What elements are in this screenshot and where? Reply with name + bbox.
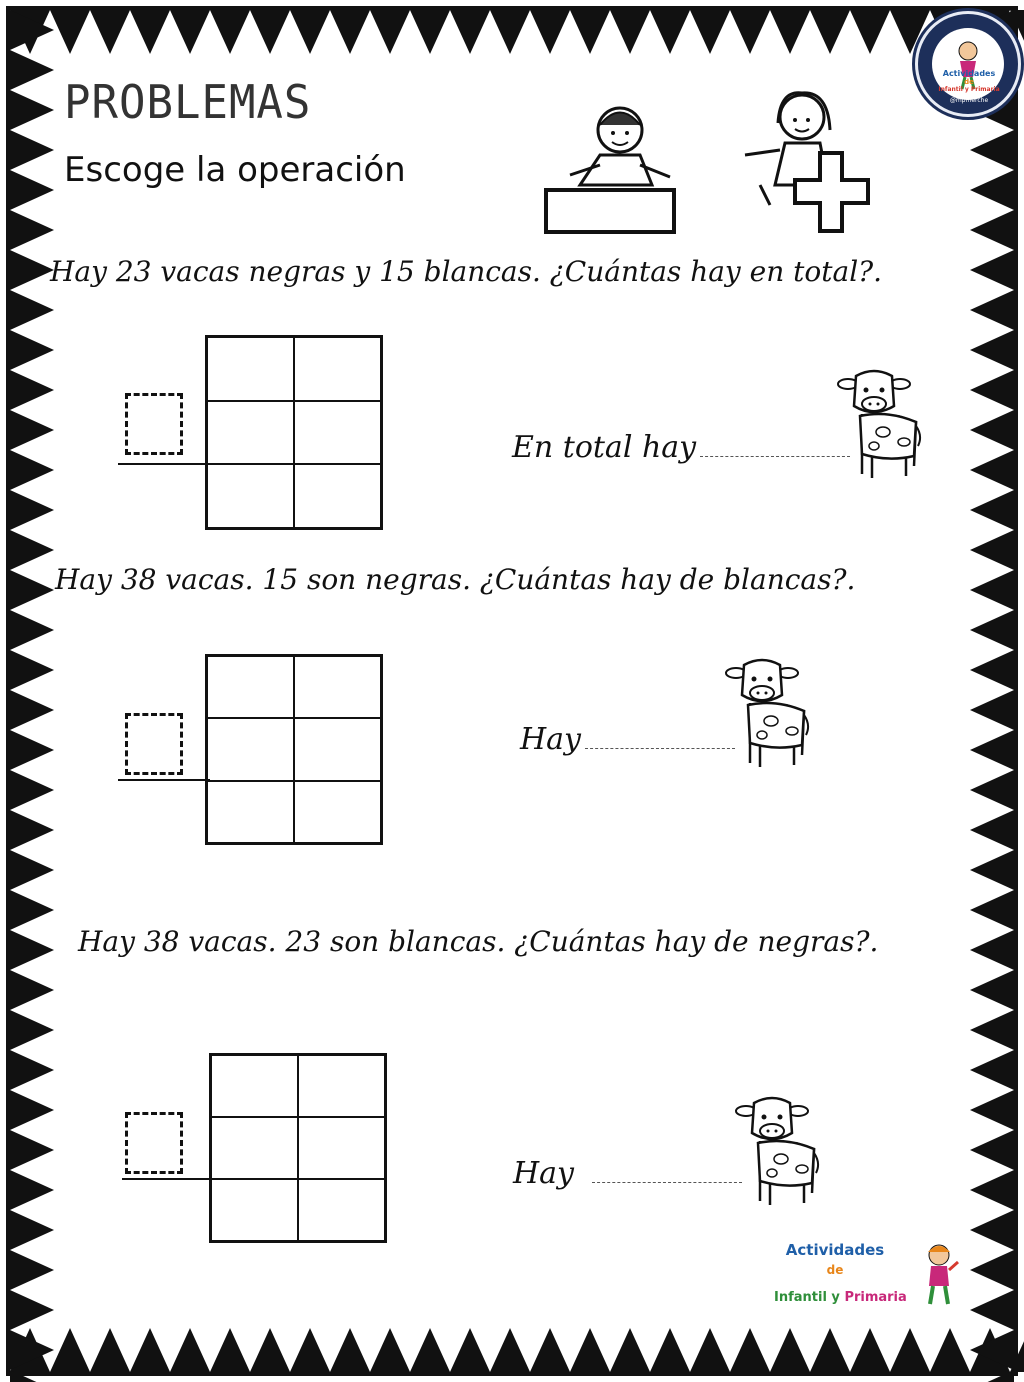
site-logo — [770, 1238, 960, 1318]
border-zigzag — [690, 1328, 730, 1372]
badge-line1: Actividades — [942, 69, 996, 78]
problem-1-question: Hay 23 vacas negras y 15 blancas. ¿Cuántas hay en total?. — [50, 255, 883, 288]
border-zigzag — [10, 890, 54, 930]
border-zigzag — [450, 1328, 490, 1372]
operation-box-1[interactable] — [125, 393, 183, 455]
page-title: PROBLEMAS — [64, 76, 312, 130]
border-zigzag — [130, 10, 170, 54]
grid-cell[interactable] — [207, 718, 294, 780]
border-zigzag — [810, 1328, 850, 1372]
border-zigzag — [10, 1090, 54, 1130]
grid-cell[interactable] — [207, 656, 294, 718]
border-zigzag — [10, 690, 54, 730]
border-zigzag — [10, 970, 54, 1010]
page-subtitle: Escoge la operación — [64, 150, 406, 190]
border-zigzag — [970, 290, 1014, 330]
border-zigzag — [10, 290, 54, 330]
border-zigzag — [290, 1328, 330, 1372]
border-zigzag — [970, 1050, 1014, 1090]
border-zigzag — [10, 1250, 54, 1290]
border-zigzag — [10, 490, 54, 530]
border-zigzag — [730, 1328, 770, 1372]
border-zigzag — [330, 1328, 370, 1372]
border-zigzag — [970, 410, 1014, 450]
border-zigzag — [650, 1328, 690, 1372]
answer-grid-3[interactable] — [209, 1053, 387, 1243]
border-zigzag — [10, 250, 54, 290]
border-zigzag — [970, 890, 1014, 930]
border-zigzag — [450, 10, 490, 54]
border-zigzag — [10, 370, 54, 410]
grid-cell[interactable] — [294, 718, 381, 780]
border-zigzag — [850, 10, 890, 54]
border-zigzag — [570, 1328, 610, 1372]
border-zigzag — [10, 610, 54, 650]
border-zigzag — [730, 10, 770, 54]
border-zigzag — [130, 1328, 170, 1372]
grid-cell[interactable] — [211, 1179, 298, 1241]
grid-cell[interactable] — [207, 401, 294, 465]
child-minus-icon — [540, 95, 690, 245]
border-zigzag — [170, 10, 210, 54]
border-zigzag — [10, 1010, 54, 1050]
border-zigzag — [610, 10, 650, 54]
border-zigzag — [10, 1130, 54, 1170]
border-zigzag — [10, 1170, 54, 1210]
border-zigzag — [970, 530, 1014, 570]
child-plus-icon — [740, 85, 880, 240]
logo-girl-icon — [918, 1242, 960, 1308]
border-zigzag — [10, 170, 54, 210]
border-zigzag — [650, 10, 690, 54]
border-zigzag — [170, 1328, 210, 1372]
border-zigzag — [970, 130, 1014, 170]
border-zigzag — [330, 10, 370, 54]
operation-line-3 — [122, 1178, 214, 1180]
border-zigzag — [50, 10, 90, 54]
border-zigzag — [10, 410, 54, 450]
answer-label-1: En total hay — [512, 430, 697, 465]
problem-3-question: Hay 38 vacas. 23 son blancas. ¿Cuántas hay de negras?. — [78, 925, 879, 958]
border-zigzag — [10, 1050, 54, 1090]
border-zigzag — [970, 850, 1014, 890]
site-badge — [912, 8, 1024, 120]
border-zigzag — [530, 1328, 570, 1372]
border-zigzag — [970, 1170, 1014, 1210]
problem-2-question: Hay 38 vacas. 15 son negras. ¿Cuántas hay de blancas?. — [55, 563, 856, 596]
answer-blank-2[interactable] — [585, 748, 735, 749]
border-zigzag — [10, 330, 54, 370]
border-zigzag — [10, 850, 54, 890]
logo-primaria: Primaria — [844, 1290, 907, 1305]
grid-cell[interactable] — [211, 1117, 298, 1179]
border-zigzag — [970, 210, 1014, 250]
border-zigzag — [970, 1010, 1014, 1050]
border-zigzag — [10, 50, 54, 90]
border-zigzag — [610, 1328, 650, 1372]
border-zigzag — [370, 1328, 410, 1372]
grid-cell[interactable] — [207, 337, 294, 401]
border-zigzag — [50, 1328, 90, 1372]
border-zigzag — [970, 1290, 1014, 1330]
grid-cell[interactable] — [207, 781, 294, 843]
grid-cell[interactable] — [298, 1179, 385, 1241]
border-zigzag — [290, 10, 330, 54]
border-zigzag — [970, 1090, 1014, 1130]
border-zigzag — [10, 730, 54, 770]
border-zigzag — [530, 10, 570, 54]
grid-cell[interactable] — [207, 464, 294, 528]
border-zigzag — [970, 1210, 1014, 1250]
border-zigzag — [10, 810, 54, 850]
grid-cell[interactable] — [294, 781, 381, 843]
border-zigzag — [850, 1328, 890, 1372]
border-zigzag — [970, 650, 1014, 690]
operation-box-2[interactable] — [125, 713, 183, 775]
border-zigzag — [250, 10, 290, 54]
badge-handle: @mpmerche — [949, 97, 989, 104]
answer-row-1 — [512, 430, 850, 465]
border-zigzag — [970, 610, 1014, 650]
border-zigzag — [970, 250, 1014, 290]
border-zigzag — [970, 1250, 1014, 1290]
border-zigzag — [10, 90, 54, 130]
border-zigzag — [970, 930, 1014, 970]
grid-cell[interactable] — [298, 1117, 385, 1179]
border-zigzag — [10, 1290, 54, 1330]
border-zigzag — [970, 1130, 1014, 1170]
badge-line3: Infantil y Primaria — [938, 86, 1000, 93]
border-zigzag — [770, 10, 810, 54]
grid-cell[interactable] — [211, 1055, 298, 1117]
border-zigzag — [10, 530, 54, 570]
cow-icon — [726, 1093, 821, 1211]
border-zigzag — [970, 330, 1014, 370]
border-zigzag — [250, 1328, 290, 1372]
answer-label-3: Hay — [513, 1156, 574, 1191]
border-zigzag — [490, 10, 530, 54]
grid-cell[interactable] — [294, 464, 381, 528]
answer-label-2: Hay — [520, 722, 581, 757]
border-zigzag — [10, 130, 54, 170]
operation-line-1 — [118, 463, 210, 465]
grid-cell[interactable] — [294, 656, 381, 718]
border-zigzag — [490, 1328, 530, 1372]
border-zigzag — [210, 1328, 250, 1372]
border-zigzag — [370, 10, 410, 54]
grid-cell[interactable] — [294, 337, 381, 401]
answer-row-2 — [520, 722, 735, 757]
logo-line2: de — [826, 1263, 844, 1277]
border-zigzag — [10, 210, 54, 250]
border-zigzag — [410, 10, 450, 54]
answer-blank-3[interactable] — [592, 1182, 742, 1183]
border-zigzag — [810, 10, 850, 54]
border-zigzag — [10, 450, 54, 490]
border-zigzag — [90, 1328, 130, 1372]
border-zigzag — [970, 170, 1014, 210]
border-zigzag — [770, 1328, 810, 1372]
cow-icon — [828, 366, 923, 484]
border-zigzag — [970, 970, 1014, 1010]
border-zigzag — [970, 690, 1014, 730]
border-zigzag — [890, 1328, 930, 1372]
logo-line1: Actividades — [785, 1241, 885, 1259]
border-zigzag — [970, 370, 1014, 410]
cow-icon — [716, 655, 811, 773]
answer-row-3 — [513, 1156, 742, 1191]
border-zigzag — [970, 570, 1014, 610]
border-zigzag — [210, 10, 250, 54]
operation-line-2 — [118, 779, 210, 781]
grid-cell[interactable] — [294, 401, 381, 465]
border-zigzag — [970, 770, 1014, 810]
grid-cell[interactable] — [298, 1055, 385, 1117]
border-zigzag — [10, 650, 54, 690]
border-zigzag — [970, 450, 1014, 490]
logo-line3 — [774, 1290, 907, 1305]
badge-line2: de — [964, 78, 974, 86]
border-zigzag — [90, 10, 130, 54]
answer-grid-1[interactable] — [205, 335, 383, 530]
border-zigzag — [970, 490, 1014, 530]
border-zigzag — [10, 1210, 54, 1250]
logo-infantil: Infantil y — [774, 1290, 845, 1305]
border-zigzag — [10, 930, 54, 970]
border-zigzag — [410, 1328, 450, 1372]
border-zigzag — [10, 570, 54, 610]
answer-grid-2[interactable] — [205, 654, 383, 845]
border-zigzag — [970, 730, 1014, 770]
border-zigzag — [690, 10, 730, 54]
border-zigzag — [970, 810, 1014, 850]
border-zigzag — [930, 1328, 970, 1372]
operation-box-3[interactable] — [125, 1112, 183, 1174]
border-zigzag — [570, 10, 610, 54]
border-zigzag — [10, 770, 54, 810]
